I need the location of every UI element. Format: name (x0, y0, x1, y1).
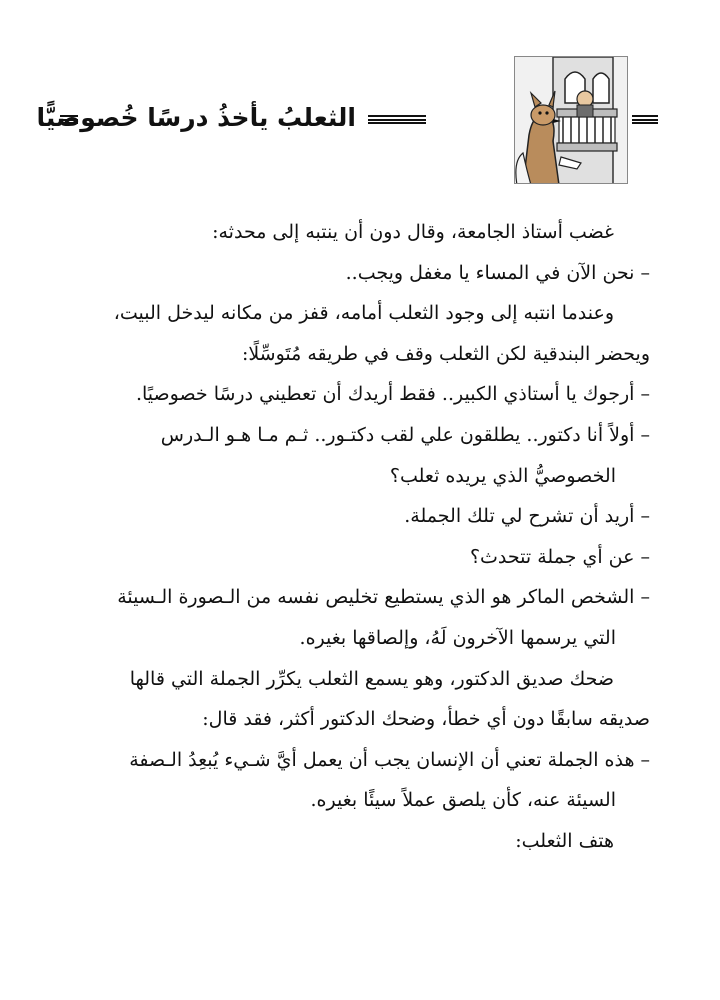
body-line: هتف الثعلب: (515, 829, 614, 852)
chapter-illustration (514, 56, 628, 184)
title-rule-middle (368, 115, 426, 124)
dialogue-line: – أرجوك يا أستاذي الكبير.. فقط أريدك أن تعطيني درسًا خصوصيًا. (135, 383, 650, 406)
dialogue-line: – أولاً أنا دكتور.. يطلقون علي لقب دكتـور.. ثـم مـا هـو الـدرس (160, 423, 650, 446)
body-line: ويحضر البندقية لكن الثعلب وقف في طريقه مُتَوسِّلًا: (241, 342, 650, 365)
body-line: وعندما انتبه إلى وجود الثعلب أمامه، قفز من مكانه ليدخل البيت، (113, 302, 614, 325)
dialogue-line: – الشخص الماكر هو الذي يستطيع تخليص نفسه من الـصورة الـسيئة (117, 586, 650, 609)
dialogue-line: – عن أي جملة تتحدث؟ (469, 545, 650, 568)
dialogue-continuation: الخصوصيُّ الذي يريده ثعلب؟ (389, 464, 616, 487)
body-line: غضب أستاذ الجامعة، وقال دون أن ينتبه إلى محدثه: (212, 221, 614, 243)
dialogue-continuation: السيئة عنه، كأن يلصق عملاً سيئًا بغيره. (310, 789, 616, 812)
dialogue-line: – أريد أن تشرح لي تلك الجملة. (404, 505, 650, 528)
chapter-header (0, 56, 720, 186)
body-line: ضحك صديق الدكتور، وهو يسمع الثعلب يكرِّر الجملة التي قالها (129, 667, 614, 690)
body-line: صديقه سابقًا دون أي خطأ، وضحك الدكتور أكثر، فقد قال: (202, 708, 650, 731)
title-rule-right (632, 115, 658, 124)
story-body (58, 212, 650, 862)
dialogue-line: – هذه الجملة تعني أن الإنسان يجب أن يعمل أيَّ شـيء يُبعِدُ الـصفة (129, 748, 650, 771)
dialogue-line: – نحن الآن في المساء يا مغفل ويجب.. (345, 261, 650, 284)
fox-tower-illustration (514, 57, 627, 184)
dialogue-continuation: التي يرسمها الآخرون لَهُ، وإلصاقها بغيره. (299, 626, 616, 649)
chapter-title: الثعلبُ يأخذُ درسًا خُصوصيًّا (36, 103, 356, 132)
